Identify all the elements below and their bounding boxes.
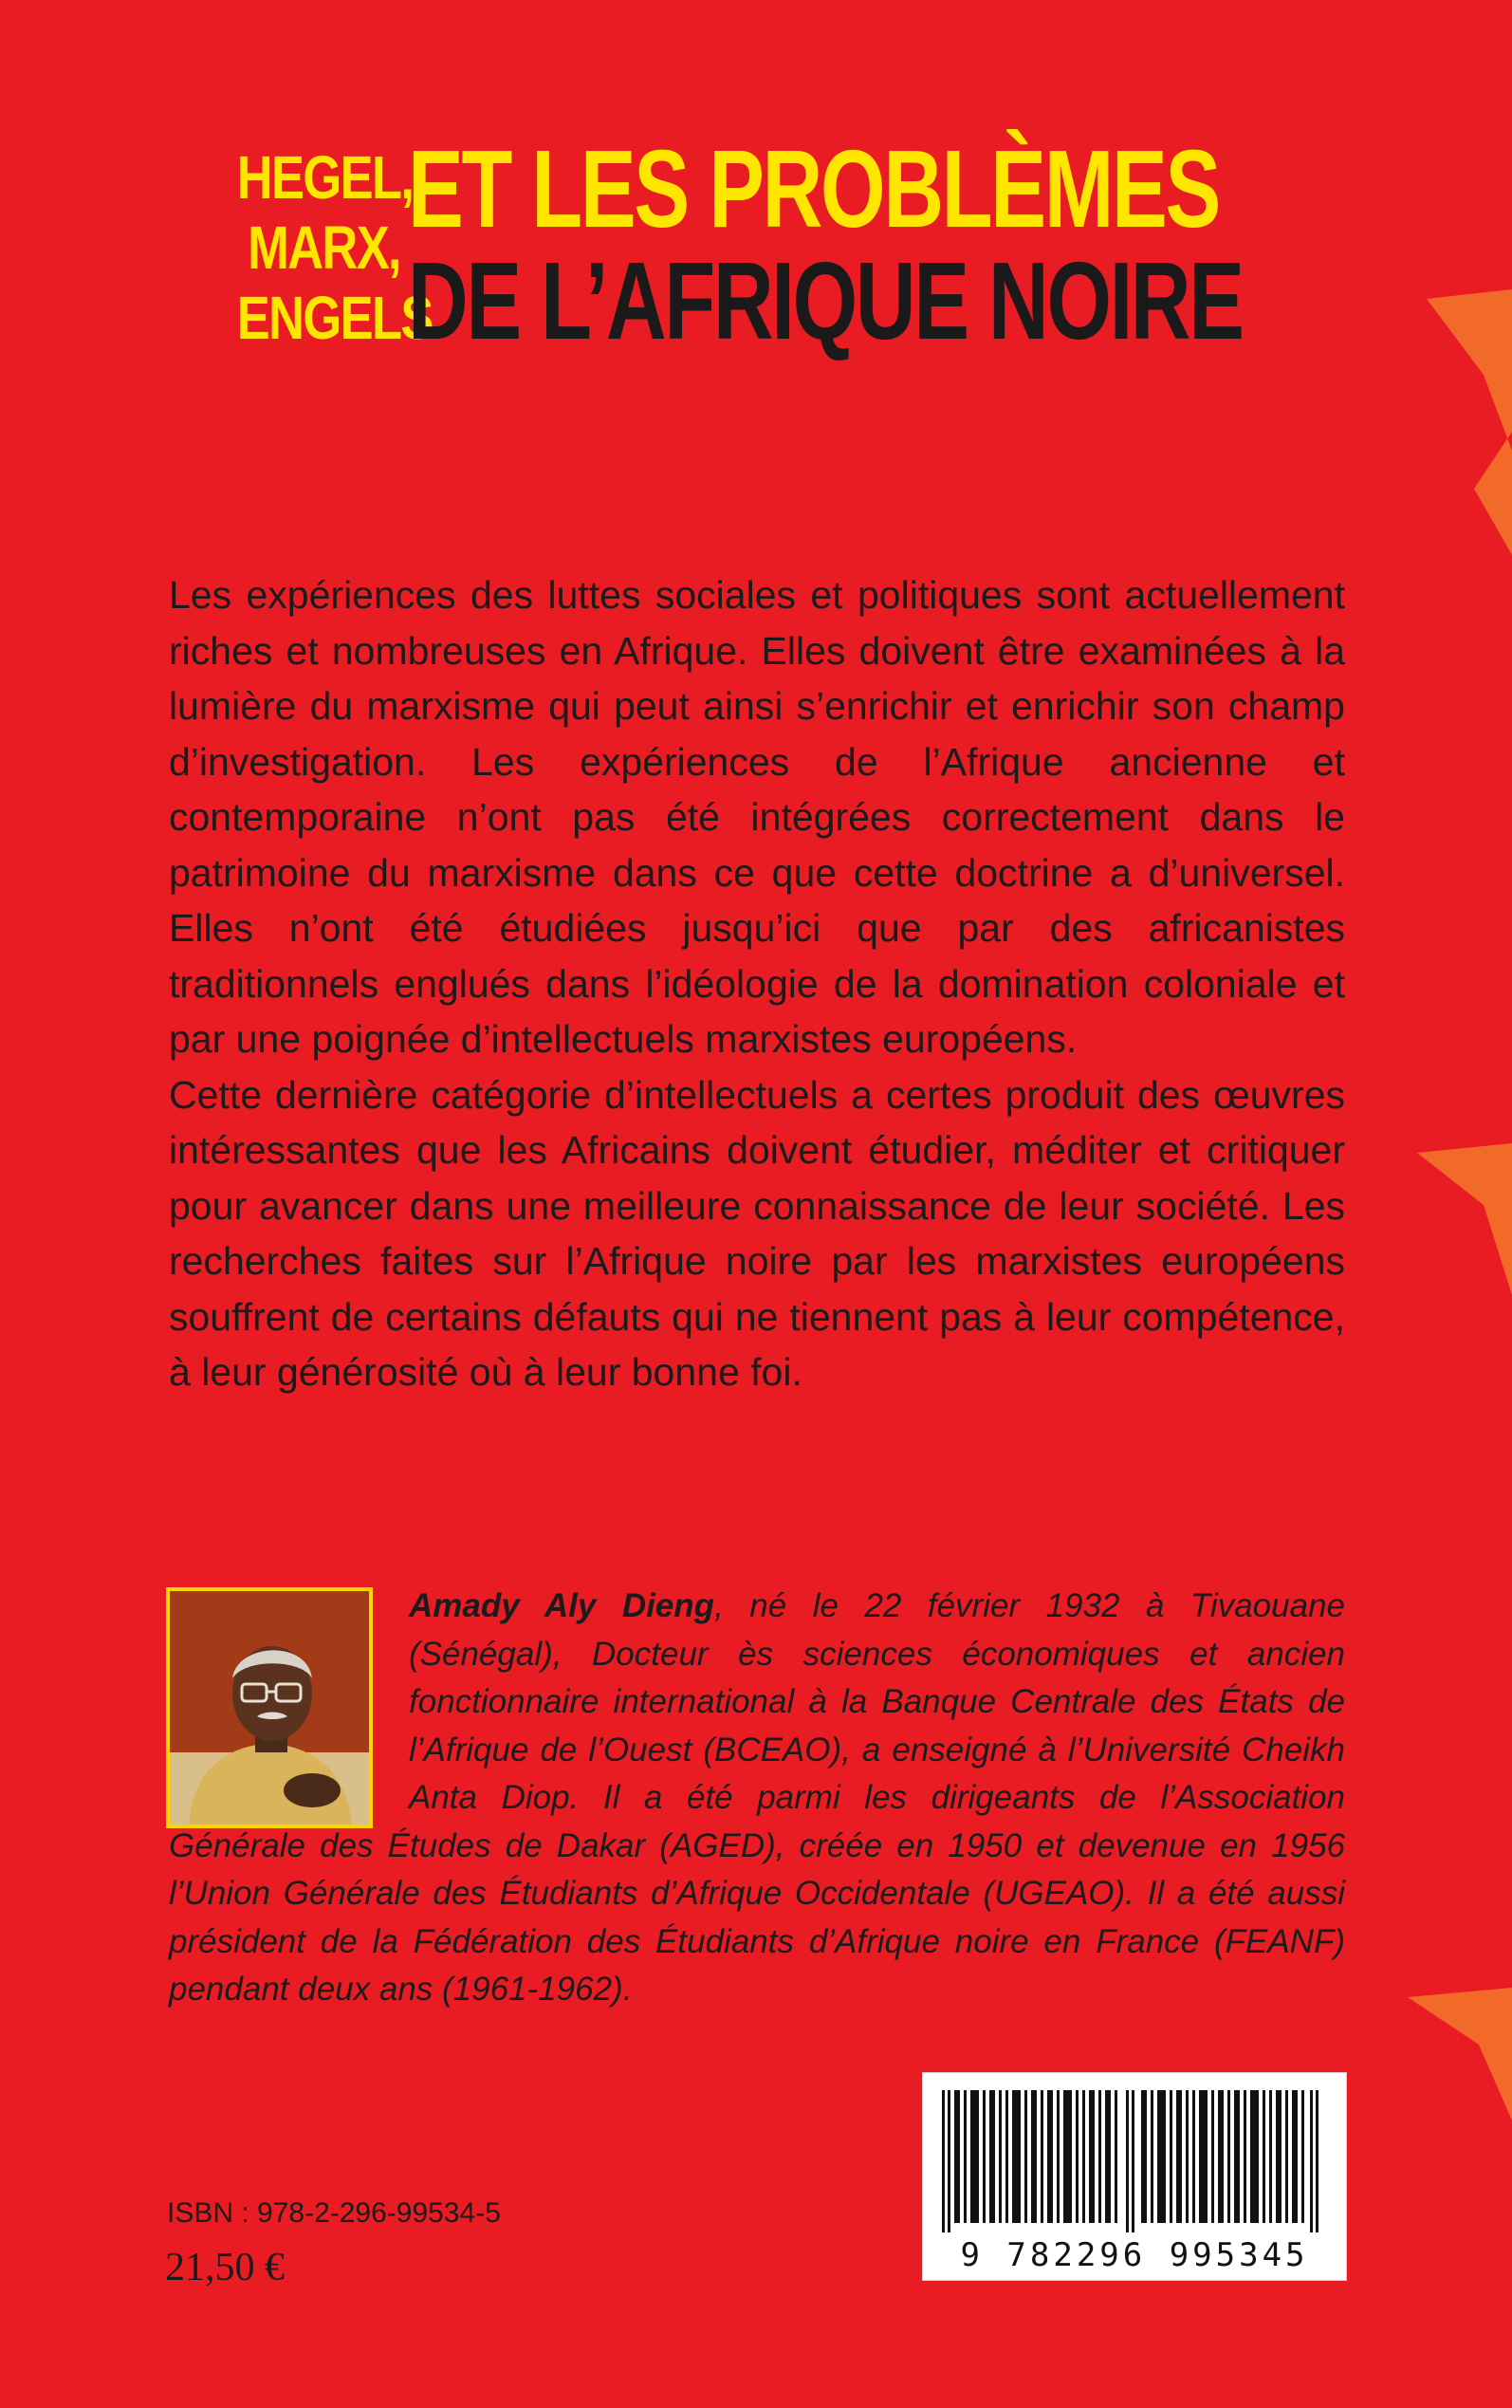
book-summary <box>169 567 1345 1400</box>
star-decoration-3 <box>1389 1983 1512 2125</box>
isbn: ISBN : 978-2-296-99534-5 <box>167 2197 501 2229</box>
title-line-2: DE L’AFRIQUE NOIRE <box>408 239 1243 362</box>
title-line-1: ET LES PROBLÈMES <box>408 127 1220 250</box>
star-decoration-2 <box>1398 1134 1512 1305</box>
barcode <box>922 2072 1347 2281</box>
barcode-bars <box>938 2090 1331 2232</box>
author-bio-text: , né le 22 février 1932 à Tivaouane (Sénégal), Docteur ès sciences économiques et ancien fonctionnaire international à la Banque Centrale des États de l’Afrique de l’Ouest (BCEAO), a enseigné à l’Université Cheikh Anta Diop. Il a été parmi les dirigeants de l’Association Générale des Études de Dakar (AGED), créée en 1950 et devenue en 1956 l’Union Générale des Étudiants d’Afrique Occidentale (UGEAO). Il a été aussi président de la Fédération des Étudiants d’Afrique noire en France (FEANF) pendant deux ans (1961-1962). <box>169 1587 1346 2008</box>
title-authors <box>236 142 433 353</box>
star-decoration-1 <box>1389 270 1512 555</box>
title-main <box>408 127 1243 362</box>
summary-paragraph-2: Cette dernière catégorie d’intellectuels a certes produit des œuvres intéressantes que les Africains doivent étudier, méditer et critiquer pour avancer dans une meilleure connaissance de leur société. Les recherches faites sur l’Afrique noire par les marxistes européens souffrent de certains défauts qui ne tiennent pas à leur compétence, à leur générosité où à leur bonne foi. <box>169 1072 1345 1394</box>
author-name: Amady Aly Dieng <box>409 1587 715 1624</box>
photo-spacer <box>169 1583 409 1822</box>
title-author-engels: ENGELS <box>236 284 433 352</box>
price: 21,50 € <box>165 2246 285 2289</box>
title-author-marx: MARX, <box>248 213 400 282</box>
title-author-hegel: HEGEL, <box>236 143 414 212</box>
summary-paragraph-1: Les expériences des luttes sociales et politiques sont actuellement riches et nombreuses en Afrique. Elles doivent être examinées à la lumière du marxisme qui peut ainsi s’enrichir et enrichir son champ d’investigation. Les expériences de l’Afrique ancienne et contemporaine n’ont pas été intégrées correctement dans le patrimoine du marxisme dans ce que cette doctrine a d’universel. Elles n’ont été étudiées jusqu’ici que par des africanistes traditionnels englués dans l’idéologie de la domination coloniale et par une poignée d’intellectuels marxistes européens. <box>169 573 1345 1061</box>
barcode-digits: 9 782296 995345 <box>960 2236 1309 2274</box>
author-biography <box>169 1583 1345 2014</box>
